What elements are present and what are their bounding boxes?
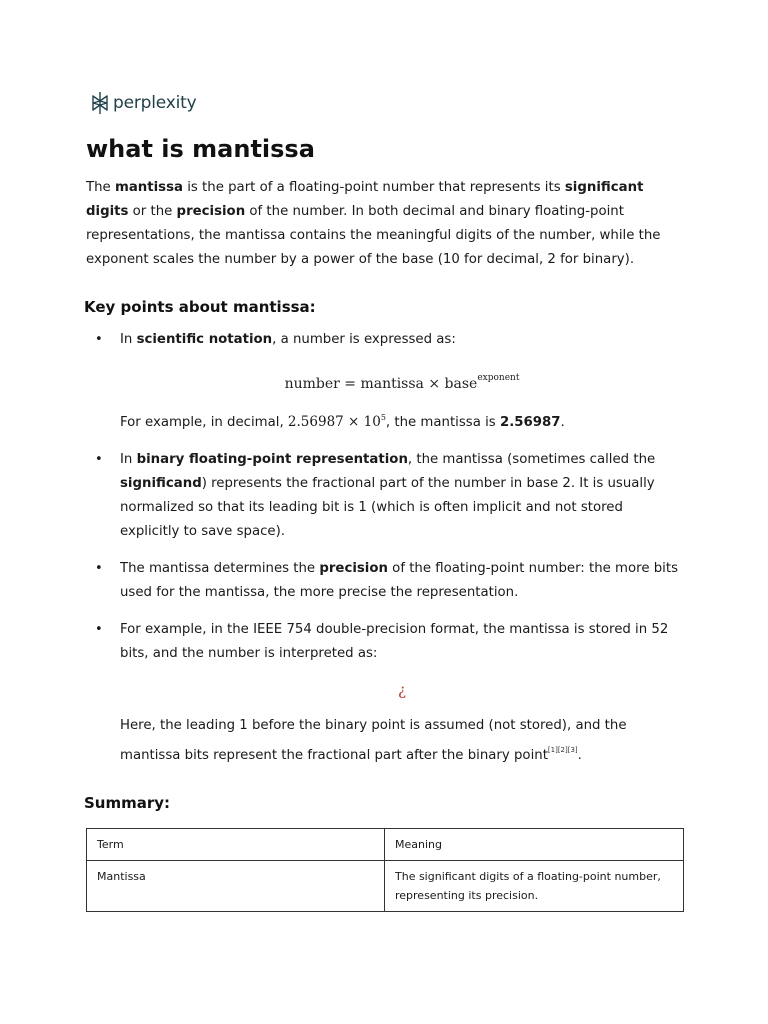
table-cell: The significant digits of a floating-point number, representing its precision. <box>385 861 684 912</box>
table-row <box>87 861 684 912</box>
intro-text-1: The <box>86 180 115 195</box>
point-1-text <box>120 328 684 352</box>
example-end: . <box>560 415 565 430</box>
point-text: ) represents the fractional part of the number in base 2. It is usually normalized so that its leading bit is 1 (which is often implicit and not stored explicitly to save space). <box>120 476 655 539</box>
list-item <box>86 557 684 605</box>
point-text: , a number is expressed as: <box>272 332 456 347</box>
key-points-heading: Key points about mantissa: <box>84 298 316 316</box>
intro-bold-1: mantissa <box>114 180 183 195</box>
point-text: In <box>120 452 137 467</box>
point-text: , the mantissa (sometimes called the <box>407 452 656 467</box>
point-bold: binary floating-point representation <box>136 452 408 467</box>
intro-text-3: or the <box>128 204 177 219</box>
intro-bold-3: precision <box>176 204 246 219</box>
brand-name: perplexity <box>113 93 197 113</box>
formula-render-error-glyph: ¿ <box>397 681 407 699</box>
list-item <box>86 448 684 544</box>
followup-text: Here, the leading 1 before the binary point is assumed (not stored), and the mantissa bits represent the fractional part after the binary point <box>120 718 627 763</box>
point-bold: scientific notation <box>136 332 273 347</box>
table-header-cell: Term <box>87 829 385 861</box>
brand-logo <box>90 88 684 118</box>
example-math-exponent: 5 <box>380 413 386 422</box>
perplexity-logo-icon <box>90 91 110 115</box>
intro-text-4: of the number. In both decimal and binary floating-point representations, the mantissa contains the meaningful digits of the number, while the exponent scales the number by a power of the base (10 for decimal, 2 for binary). <box>86 204 661 267</box>
followup-line <box>120 714 684 768</box>
formula-superscript: exponent <box>477 373 520 383</box>
point-bold: precision <box>319 561 388 576</box>
summary-table <box>86 828 684 912</box>
example-math <box>288 414 386 430</box>
document-page <box>86 88 684 912</box>
example-mid: , the mantissa is <box>385 415 500 430</box>
table-header-cell: Meaning <box>385 829 684 861</box>
example-math-base: 2.56987 × 10 <box>287 414 381 430</box>
followup-end: . <box>577 748 582 763</box>
table-cell: Mantissa <box>87 861 385 912</box>
example-prefix: For example, in decimal, <box>120 415 288 430</box>
list-item <box>86 328 684 435</box>
intro-paragraph <box>86 176 684 272</box>
citation-links[interactable]: [1][2][3] <box>547 746 578 754</box>
point-text: The mantissa determines the <box>120 561 320 576</box>
point-text: In <box>120 332 137 347</box>
key-points-list <box>86 328 684 768</box>
example-value: 2.56987 <box>499 415 561 430</box>
intro-bold-2: significant digits <box>86 180 644 219</box>
point-bold: significand <box>120 476 202 491</box>
mantissa-formula <box>120 366 684 396</box>
point-text: • For example, in the IEEE 754 double-precision format, the mantissa is stored in 52 bits, and the number is interpreted as: <box>120 622 669 661</box>
table-header-row <box>87 829 684 861</box>
point-text: of the floating-point number: the more bits used for the mantissa, the more precise the representation. <box>120 561 679 600</box>
page-title: what is mantissa <box>86 135 315 163</box>
intro-text-2: is the part of a floating-point number that represents its <box>182 180 565 195</box>
example-line <box>120 406 684 435</box>
summary-heading: Summary: <box>84 794 171 812</box>
list-item <box>86 618 684 768</box>
formula-main: number = mantissa × base <box>284 376 478 392</box>
